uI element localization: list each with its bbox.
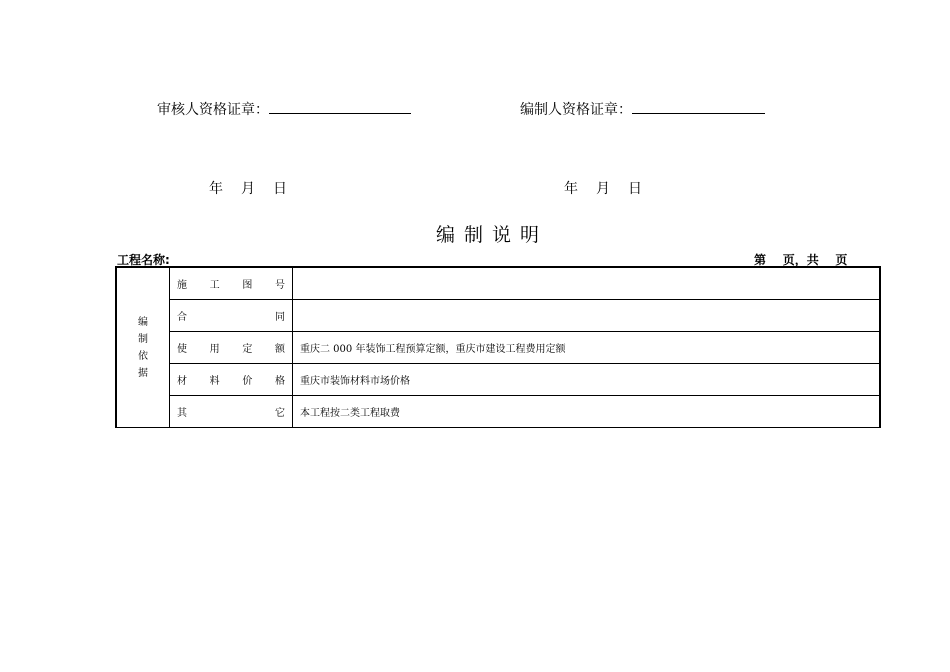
compilation-basis-table — [115, 266, 881, 428]
label-char: 料 — [209, 376, 220, 387]
table-row — [116, 300, 880, 332]
year-label: 年 — [209, 181, 223, 197]
row-label-cell — [170, 332, 293, 364]
label-char: 工 — [209, 280, 220, 291]
material-price-value: 重庆市装饰材料市场价格 — [293, 364, 881, 396]
label-char: 合 — [177, 312, 187, 323]
row-label-cell — [170, 267, 293, 300]
label-char: 使 — [177, 344, 187, 355]
table-row — [116, 332, 880, 364]
row-label-cell — [170, 300, 293, 332]
label-char: 材 — [177, 376, 187, 387]
label-char: 其 — [177, 408, 187, 419]
reviewer-seal-field — [157, 99, 411, 119]
month-label: 月 — [596, 181, 610, 197]
quota-used-value: 重庆二 000 年装饰工程预算定额，重庆市建设工程费用定额 — [293, 332, 881, 364]
side-label-cell — [116, 267, 170, 428]
compiler-date — [564, 178, 642, 198]
project-name-label: 工程名称: — [117, 253, 170, 267]
page-info: 第 页，共 页 — [754, 253, 848, 267]
table-row — [116, 396, 880, 428]
label-char: 价 — [242, 376, 253, 387]
construction-drawing-number-value — [293, 267, 881, 300]
label-char: 定 — [242, 344, 253, 355]
table-row — [116, 364, 880, 396]
label-char: 用 — [209, 344, 220, 355]
table-row — [116, 267, 880, 300]
label-char: 它 — [275, 408, 285, 419]
label-char: 格 — [274, 376, 285, 387]
reviewer-seal-label: 审核人资格证章： — [157, 102, 269, 118]
side-label: 编制依据 — [138, 316, 148, 379]
reviewer-date — [209, 178, 287, 198]
reviewer-seal-line — [269, 99, 411, 114]
compiler-seal-field — [520, 99, 765, 119]
other-value: 本工程按二类工程取费 — [293, 396, 881, 428]
day-label: 日 — [628, 181, 642, 197]
label-char: 图 — [242, 280, 253, 291]
label-char: 施 — [177, 280, 187, 291]
label-char: 号 — [274, 280, 285, 291]
row-label-cell — [170, 396, 293, 428]
label-char: 同 — [275, 312, 285, 323]
day-label: 日 — [273, 181, 287, 197]
year-label: 年 — [564, 181, 578, 197]
row-label-cell — [170, 364, 293, 396]
contract-value — [293, 300, 881, 332]
label-char: 额 — [274, 344, 285, 355]
month-label: 月 — [241, 181, 255, 197]
compiler-seal-label: 编制人资格证章： — [520, 102, 632, 118]
page-title: 编制说明 — [436, 224, 549, 246]
compiler-seal-line — [632, 99, 765, 114]
